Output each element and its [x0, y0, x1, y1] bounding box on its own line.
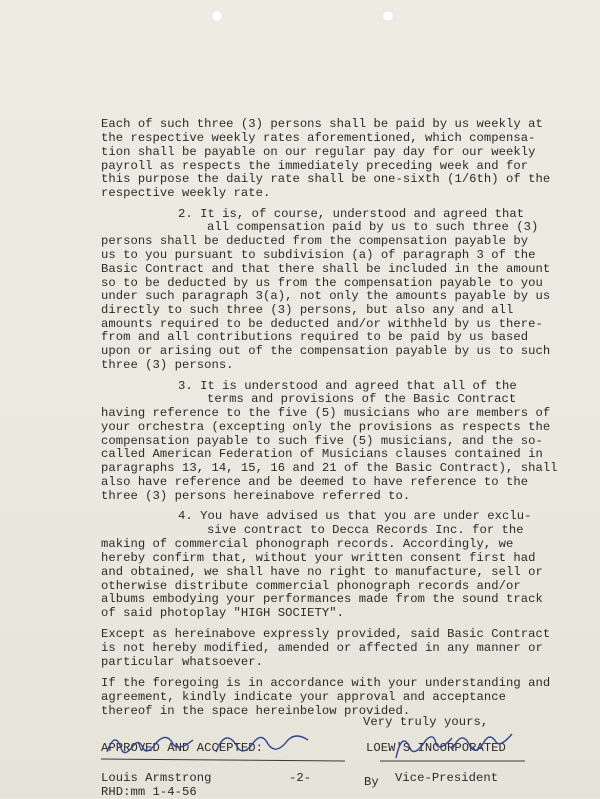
- text-line: and obtained, we shall have no right to manufacture, sell or: [101, 565, 543, 579]
- text-line: tion shall be payable on our regular pay day for our weekly: [101, 145, 536, 159]
- text-line: the respective weekly rates aforementioned, which compensa-: [101, 131, 536, 145]
- text-line: making of commercial phonograph records. Accordingly, we: [101, 537, 514, 551]
- text-line: Vice-President: [395, 771, 499, 785]
- text-line: thereof in the space hereinbelow provided.: [101, 704, 411, 718]
- armstrong-signature-line: [101, 759, 345, 761]
- text-line: this purpose the daily rate shall be one-sixth (1/6th) of the: [101, 172, 551, 186]
- text-line: 2. It is, of course, understood and agreed that: [178, 207, 525, 221]
- text-line: of said photoplay "HIGH SOCIETY".: [101, 606, 345, 620]
- punch-hole-left: [211, 10, 223, 22]
- text-line: By: [364, 775, 379, 789]
- text-line: Each of such three (3) persons shall be paid by us weekly at: [101, 117, 543, 131]
- text-line: albums embodying your performances made from the sound track: [101, 592, 543, 606]
- text-line: -2-: [289, 771, 312, 785]
- text-line: amounts required to be deducted and/or withheld by us there-: [101, 317, 543, 331]
- text-line: Louis Armstrong: [101, 771, 212, 785]
- punch-hole-right: [382, 10, 394, 22]
- text-line: otherwise distribute commercial phonograph records and/or: [101, 579, 521, 593]
- text-line: also have reference and be deemed to have reference to the: [101, 475, 529, 489]
- text-line: under such paragraph 3(a), not only the amounts payable by us: [101, 289, 551, 303]
- text-line: your orchestra (excepting only the provisions as respects the: [101, 420, 551, 434]
- text-line: 4. You have advised us that you are under exclu-: [178, 509, 532, 523]
- text-line: Except as hereinabove expressly provided, said Basic Contract: [101, 627, 551, 641]
- text-line: paragraphs 13, 14, 15, 16 and 21 of the Basic Contract), shall: [101, 461, 558, 475]
- text-line: is not hereby modified, amended or affected in any manner or: [101, 641, 543, 655]
- text-line: 3. It is understood and agreed that all of the: [178, 379, 517, 393]
- text-line: from and all contributions required to be paid by us based: [101, 330, 529, 344]
- text-line: hereby confirm that, without your written consent first had: [101, 551, 536, 565]
- text-line: agreement, kindly indicate your approval and acceptance: [101, 690, 507, 704]
- text-line: terms and provisions of the Basic Contract: [207, 392, 517, 406]
- text-line: sive contract to Decca Records Inc. for the: [207, 523, 524, 537]
- text-line: payroll as respects the immediately preceding week and for: [101, 159, 529, 173]
- text-line: particular whatsoever.: [101, 655, 264, 669]
- text-line: If the foregoing is in accordance with your understanding and: [101, 676, 551, 690]
- text-line: persons shall be deducted from the compensation payable by: [101, 234, 529, 248]
- text-line: Basic Contract and that there shall be included in the amount: [101, 262, 551, 276]
- text-line: called American Federation of Musicians clauses contained in: [101, 447, 543, 461]
- text-line: directly to such three (3) persons, but also any and all: [101, 303, 514, 317]
- text-line: compensation payable to such five (5) musicians, and the so-: [101, 434, 543, 448]
- text-line: us to you pursuant to subdivision (a) of paragraph 3 of the: [101, 248, 536, 262]
- text-line: upon or arising out of the compensation payable by us to such: [101, 344, 551, 358]
- text-line: respective weekly rate.: [101, 186, 271, 200]
- text-line: all compensation paid by us to such three (3): [207, 220, 539, 234]
- text-line: having reference to the five (5) musicians who are members of: [101, 406, 551, 420]
- text-line: LOEW'S INCORPORATED: [366, 741, 506, 755]
- text-line: three (3) persons.: [101, 358, 234, 372]
- text-line: APPROVED AND ACCEPTED:: [101, 741, 264, 755]
- text-line: RHD:mm 1-4-56: [101, 785, 197, 799]
- text-line: three (3) persons hereinabove referred to.: [101, 489, 411, 503]
- text-line: Very truly yours,: [363, 715, 489, 729]
- text-line: so to be deducted by us from the compensation payable to you: [101, 276, 543, 290]
